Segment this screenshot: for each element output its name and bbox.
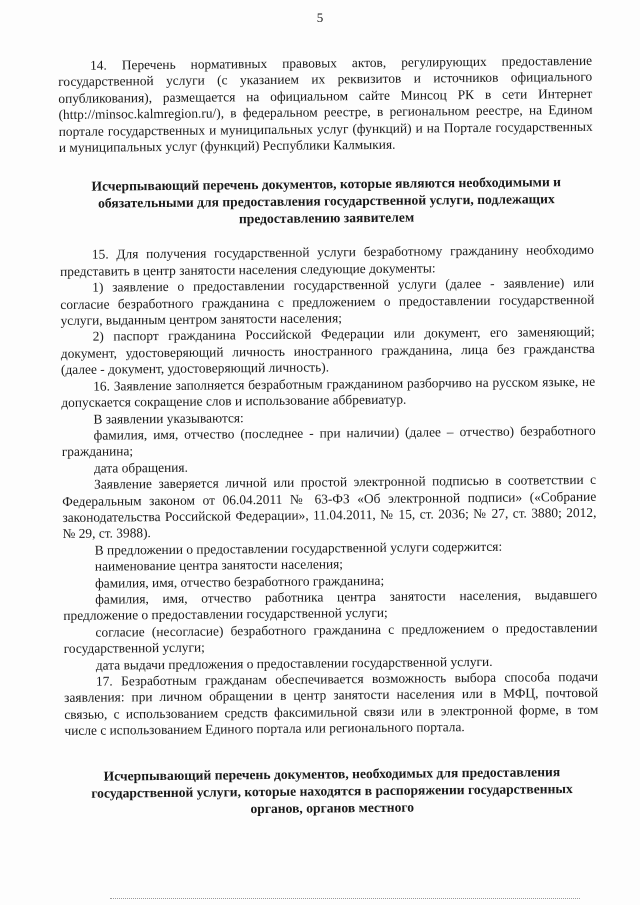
page-bottom-divider (110, 898, 580, 899)
section-heading-government-documents: Исчерпывающий перечень документов, необходимых для предоставления государственной услуги, которые находятся в распоряжении государственных органов, органов местного (91, 763, 573, 816)
paragraph-16-consent: согласие (несогласие) безработного гражданина с предложением о предоставлении государственной услуги; (63, 619, 598, 657)
section-heading-required-documents: Исчерпывающий перечень документов, которые являются необходимыми и обязательными для предоставления государственной услуги, подлежащих предоставлению заявителем (91, 174, 562, 227)
paragraph-16-citizen-name: фамилия, имя, отчество безработного гражданина; (94, 572, 385, 591)
paragraph-17: 17. Безработным гражданам обеспечивается возможность выбора способа подачи заявления: при личном обращении в центр занятости населения или в МФЦ, почтовой связью, с использованием средств факсимильной связи или в электронной форме, в том числе с использованием Единого портала или регионального портала. (64, 668, 599, 739)
paragraph-15-item-2: 2) паспорт гражданина Российской Федерации или документ, его заменяющий; документ, удостоверяющий личность иностранного гражданина, лица без гражданства (далее - документ, удостоверяющий личность). (60, 324, 595, 378)
paragraph-14: 14. Перечень нормативных правовых актов, регулирующих предоставление государственной услуги (с указанием их реквизитов и источников официального опубликования), размещается на официальном сайте Минсоц РК в сети Интернет (http://minsoc.kalmregion.ru/), в федеральном реестре, в региональном реестре, на Едином портале государственных и муниципальных услуг (функций) и на Портале государственных и муниципальных услуг (функций) Республики Калмыкия. (58, 52, 593, 156)
page-number: 5 (316, 10, 324, 25)
paragraph-16-offer-date: дата выдачи предложения о предоставлении государственной услуги. (95, 653, 493, 673)
paragraph-16-offer-contents: В предложении о предоставлении государственной услуги содержится: (94, 538, 503, 558)
paragraph-16-employee-name: фамилия, имя, отчество работника центра занятости населения, выдавшего предложение о предоставлении государственной услуги; (63, 586, 598, 624)
paragraph-16-signature: Заявление заверяется личной или простой электронной подписью в соответствии с Федеральным законом от 06.04.2011 № 63-ФЗ «Об электронной подписи» («Собрание законодательства Российской Федерации», 11.04.2011, № 15, ст. 2036; № 27, ст. 3880; 2012, № 29, ст. 3988). (62, 471, 597, 542)
paragraph-16-full-name: фамилия, имя, отчество (последнее - при наличии) (далее – отчество) безработного гражданина; (61, 422, 596, 460)
paragraph-16-date: дата обращения. (93, 459, 188, 476)
paragraph-16: 16. Заявление заполняется безработным гражданином разборчиво на русском языке, не допускается сокращение слов и использование аббревиатур. (61, 373, 596, 411)
paragraph-15: 15. Для получения государственной услуги безработному гражданину необходимо представить в центр занятости населения следующие документы: (59, 242, 594, 279)
paragraph-16-center-name: наименование центра занятости населения; (94, 556, 344, 574)
document-body (58, 53, 599, 819)
paragraph-16-application-contents: В заявлении указываются: (93, 409, 244, 427)
paragraph-15-item-1: 1) заявление о предоставлении государственной услуги (далее - заявление) или согласие безработного гражданина с предложением о предоставлении государственной услуги, выданным центром занятости населения; (60, 275, 595, 329)
